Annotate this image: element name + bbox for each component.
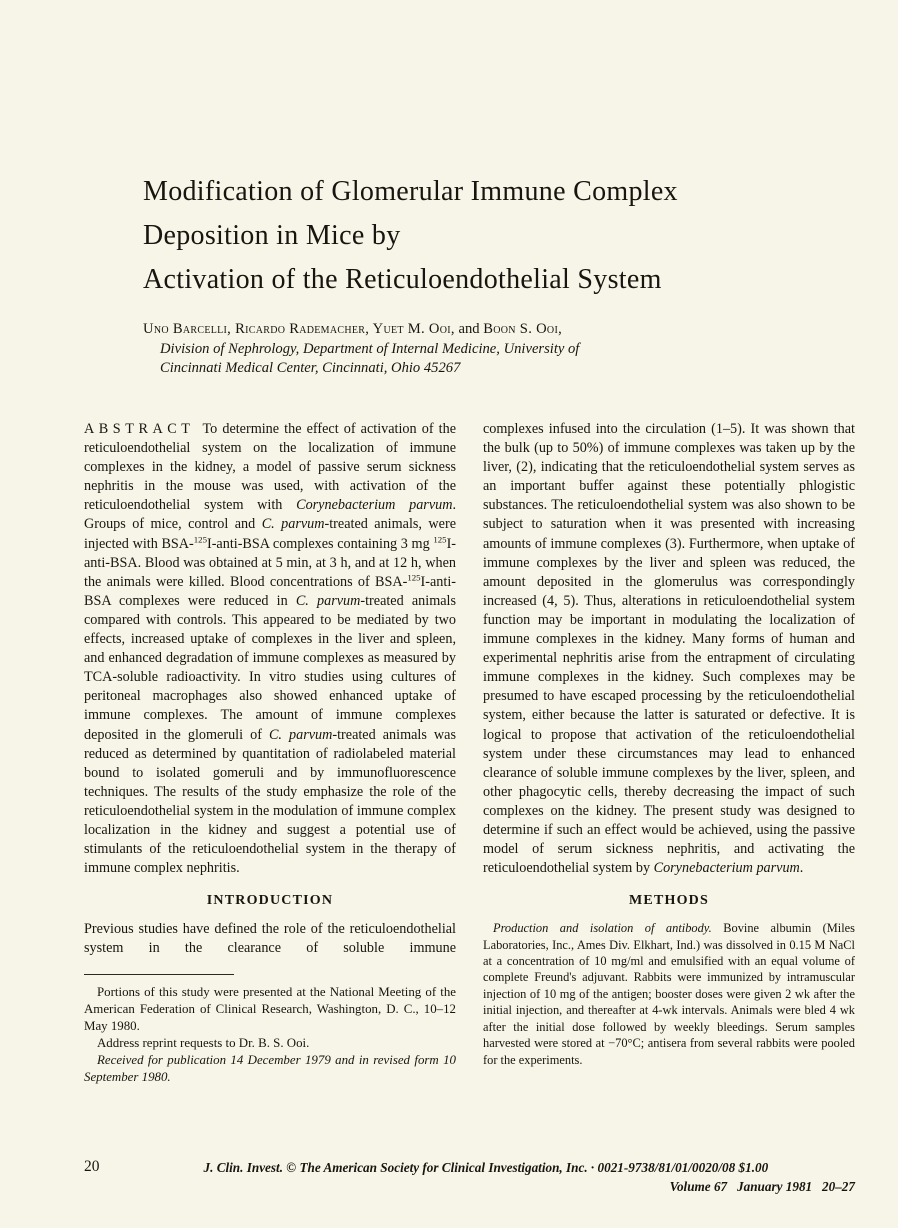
abstract-label: ABSTRACT: [84, 421, 195, 437]
abstract-paragraph: [84, 420, 456, 878]
page-number: 20: [84, 1158, 100, 1175]
affiliation-line-1: Division of Nephrology, Department of Internal Medicine, University of: [160, 341, 580, 357]
volume-issue-line: Volume 67 January 1981 20–27: [669, 1179, 855, 1194]
footnote-presented: Portions of this study were presented at the National Meeting of the American Federation of Clinical Research, Washington, D. C., 10–12 May 1980.: [84, 985, 456, 1034]
journal-credit: [204, 1158, 856, 1196]
two-column-body: [0, 378, 898, 1086]
journal-credit-line: J. Clin. Invest. © The American Society for Clinical Investigation, Inc. · 0021-9738/81/01/0020/08 $1.00: [203, 1160, 769, 1175]
footnote-received: Received for publication 14 December 1979 and in revised form 10 September 1980.: [84, 1053, 456, 1085]
affiliation-line-2: Cincinnati Medical Center, Cincinnati, Ohio 45267: [160, 360, 461, 376]
title-line-3: Activation of the Reticuloendothelial System: [143, 264, 662, 295]
methods-paragraph: Production and isolation of antibody. Bovine albumin (Miles Laboratories, Inc., Ames Div. Elkhart, Ind.) was dissolved in 0.15 M NaCl at a concentration of 10 mg/ml and emulsified with an equal volume of complete Freund's adjuvant. Rabbits were immunized by intramuscular injection of 10 mg of the antigen; booster doses were given 2 wk after the initial injection, and thereafter at 4-wk intervals. Animals were bled 4 wk after the initial dose followed by weekly bleedings. Serum samples harvested were stored at −70°C; antisera from several rabbits were pooled for the experiments.: [483, 921, 856, 1067]
title-block: [0, 0, 898, 378]
footnote-divider: [84, 974, 234, 975]
footnote-reprints: Address reprint requests to Dr. B. S. Ooi.: [97, 1036, 310, 1051]
title-line-1: Modification of Glomerular Immune Complex: [143, 176, 678, 207]
left-column: [84, 420, 456, 1086]
title-line-2: Deposition in Mice by: [143, 220, 401, 251]
introduction-heading: INTRODUCTION: [206, 893, 334, 909]
introduction-paragraph: Previous studies have defined the role of the reticuloendothelial system in the clearance of soluble immune: [84, 921, 456, 957]
abstract-text: To determine the effect of activation of the reticuloendothelial system on the localization of immune complexes in the kidney, a model of passive serum sickness nephritis in the mouse was used, with activation of the reticuloendothelial system with Corynebacterium parvum. Groups of mice, control and C. parvum-treated animals, were injected with BSA-$^{125}$I-anti-BSA complexes containing 3 mg $^{125}$I-anti-BSA. Blood was obtained at 5 min, at 3 h, and at 12 h, when the animals were killed. Blood concentrations of BSA-$^{125}$I-anti-BSA complexes were reduced in C. parvum-treated animals compared with controls. This appeared to be mediated by two effects, increased uptake of complexes in the liver and spleen, and enhanced degradation of immune complexes as measured by TCA-soluble radioactivity. In vitro studies using cultures of peritoneal macrophages also showed enhanced uptake of immune complexes. The amount of immune complexes deposited in the glomeruli of C. parvum-treated animals was reduced as determined by quantitation of radiolabeled material bound to isolated gomeruli and by immunofluorescence techniques. The results of the study emphasize the role of the reticuloendothelial system in the modulation of immune complex localization in the kidney and suggest a potential use of stimulants of the reticuloendothelial system in the therapy of immune complex nephritis.: [84, 421, 457, 877]
article-title: [143, 170, 838, 302]
page-footer: [84, 1158, 855, 1196]
author-list: Uno Barcelli, Ricardo Rademacher, Yuet M. Ooi, and Boon S. Ooi,: [143, 321, 563, 337]
introduction-continuation-paragraph: complexes infused into the circulation (1–5). It was shown that the bulk (up to 50%) of immune complexes was taken up by the liver, (2), indicating that the reticuloendothelial system serves as an important buffer against these potentially phlogistic substances. The reticuloendothelial system was also shown to be subject to saturation when it was presented with increasing amounts of immune complexes (3). Furthermore, when uptake of immune complexes by the liver and spleen was reduced, the amount deposited in the glomerulus was correspondingly increased (4, 5). Thus, alterations in reticuloendothelial system function may be important in modulating the localization of immune complexes in the kidney. Many forms of human and experimental nephritis arise from the entrapment of circulating immune complexes in the kidney. Such complexes may be presumed to have escaped processing by the reticuloendothelial system, either because the latter is saturated or defective. It is logical to propose that activation of the reticuloendothelial system under these circumstances may lead to enhanced clearance of soluble immune complexes by the liver, spleen, and other phagocytic cells, thereby decreasing the impact of such complexes on the kidney. The present study was designed to determine if such an effect would be achieved, using the passive model of serum sickness nephritis, and activating the reticuloendothelial system by Corynebacterium parvum.: [483, 421, 855, 877]
footnotes: [84, 984, 456, 1086]
methods-heading: METHODS: [629, 893, 709, 909]
right-column: [483, 420, 855, 1086]
affiliation: [160, 340, 838, 378]
